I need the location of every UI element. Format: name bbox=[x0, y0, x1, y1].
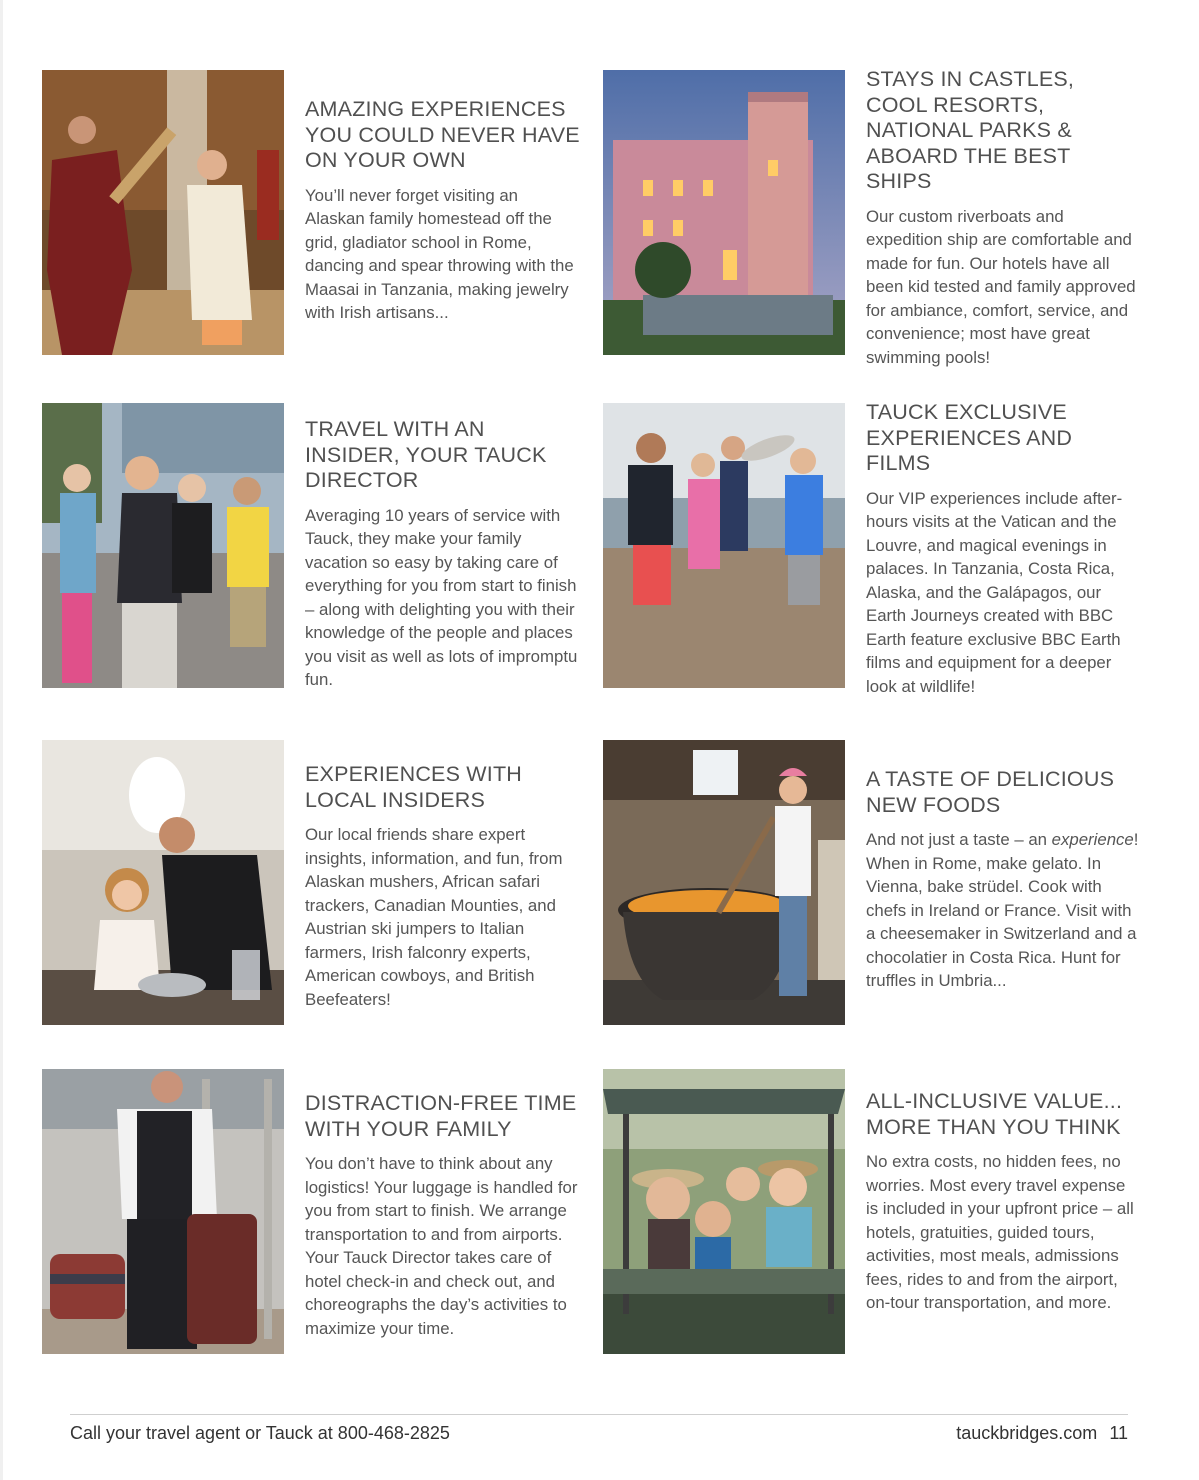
section-heading: TRAVEL WITH AN INSIDER, YOUR TAUCK DIRECTOR bbox=[305, 417, 547, 492]
section-exclusive-experiences bbox=[866, 400, 1141, 698]
section-local-insiders bbox=[305, 762, 580, 1011]
section-stays bbox=[866, 67, 1141, 369]
section-body: Our local friends share expert insights, information, and fun, from Alaskan mushers, African safari trackers, Canadian Mounties, and Austrian ski jumpers to Italian farmers, Irish falconry experts, American cowboys, and British Beefeaters! bbox=[305, 825, 563, 1009]
photo-bellman-luggage bbox=[42, 1069, 284, 1354]
photo-castle bbox=[603, 70, 845, 355]
section-delicious-foods bbox=[866, 767, 1141, 993]
section-distraction-free bbox=[305, 1091, 580, 1340]
photo-bbc-earth-crew bbox=[603, 403, 845, 688]
body-text-lead: And not just a taste – an bbox=[866, 830, 1052, 849]
footer-divider bbox=[70, 1414, 1128, 1415]
body-text-emphasis: experience bbox=[1051, 830, 1134, 849]
photo-safari-vehicle bbox=[603, 1069, 845, 1354]
section-body: You’ll never forget visiting an Alaskan family homestead off the grid, gladiator school in Rome, dancing and spear throwing with the Maasai in Tanzania, making jewelry with Irish artisans... bbox=[305, 185, 574, 322]
section-body: Our VIP experiences include after-hours visits at the Vatican and the Louvre, and magical evenings in palaces. In Tanzania, Costa Rica, Alaska, and the Galápagos, our Earth Journeys created with BBC Earth feature exclusive BBC Earth films and equipment for a deeper look at wildlife! bbox=[866, 488, 1123, 696]
section-body: Averaging 10 years of service with Tauck, they make your family vacation so easy by taking care of everything for you from start to finish – along with delighting you with their knowledge of the people and places you visit as well as lots of impromptu fun. bbox=[305, 505, 578, 689]
body-text-rest: ! When in Rome, make gelato. In Vienna, bake strüdel. Cook with chefs in Ireland or France. Visit with a cheesemaker in Switzerland and a chocolatier in Costa Rica. Hunt for truffles in Umbria... bbox=[866, 830, 1139, 990]
section-heading: TAUCK EXCLUSIVE EXPERIENCES AND FILMS bbox=[866, 400, 1073, 475]
section-body: Our custom riverboats and expedition ship are comfortable and made for fun. Our hotels have all been kid tested and family approved for ambiance, comfort, service, and convenience; most have great swimming pools! bbox=[866, 206, 1136, 367]
photo-tauck-director bbox=[42, 403, 284, 688]
section-heading: STAYS IN CASTLES, COOL RESORTS, NATIONAL PARKS & ABOARD THE BEST SHIPS bbox=[866, 67, 1075, 193]
section-body: No extra costs, no hidden fees, no worries. Most every travel expense is included in your upfront price – all hotels, gratuities, guided tours, activities, most meals, admissions fees, rides to and from the airport, on-tour transportation, and more. bbox=[866, 1152, 1134, 1312]
photo-cheesemaking bbox=[603, 740, 845, 1025]
page-number: 11 bbox=[1109, 1423, 1128, 1443]
footer-right bbox=[944, 1423, 1128, 1444]
section-heading: DISTRACTION-FREE TIME WITH YOUR FAMILY bbox=[305, 1091, 577, 1141]
photo-gladiator-school bbox=[42, 70, 284, 355]
section-heading: A TASTE OF DELICIOUS NEW FOODS bbox=[866, 767, 1115, 817]
section-tauck-director bbox=[305, 417, 580, 692]
section-heading: EXPERIENCES WITH LOCAL INSIDERS bbox=[305, 762, 523, 812]
section-body bbox=[866, 828, 1141, 993]
page-edge-rule bbox=[0, 0, 3, 1480]
section-heading: ALL-INCLUSIVE VALUE... MORE THAN YOU THINK bbox=[866, 1089, 1123, 1139]
section-heading: AMAZING EXPERIENCES YOU COULD NEVER HAVE ON YOUR OWN bbox=[305, 97, 580, 172]
footer-contact: Call your travel agent or Tauck at 800-468-2825 bbox=[70, 1423, 450, 1443]
section-amazing-experiences bbox=[305, 97, 580, 325]
section-body: You don’t have to think about any logistics! Your luggage is handled for you from start to finish. We arrange transportation to and from airports. Your Tauck Director takes care of hotel check-in and check out, and choreographs the day’s activities to maximize your time. bbox=[305, 1154, 578, 1338]
section-all-inclusive bbox=[866, 1089, 1141, 1315]
footer-website[interactable]: tauckbridges.com bbox=[956, 1423, 1098, 1443]
photo-chef-cooking bbox=[42, 740, 284, 1025]
